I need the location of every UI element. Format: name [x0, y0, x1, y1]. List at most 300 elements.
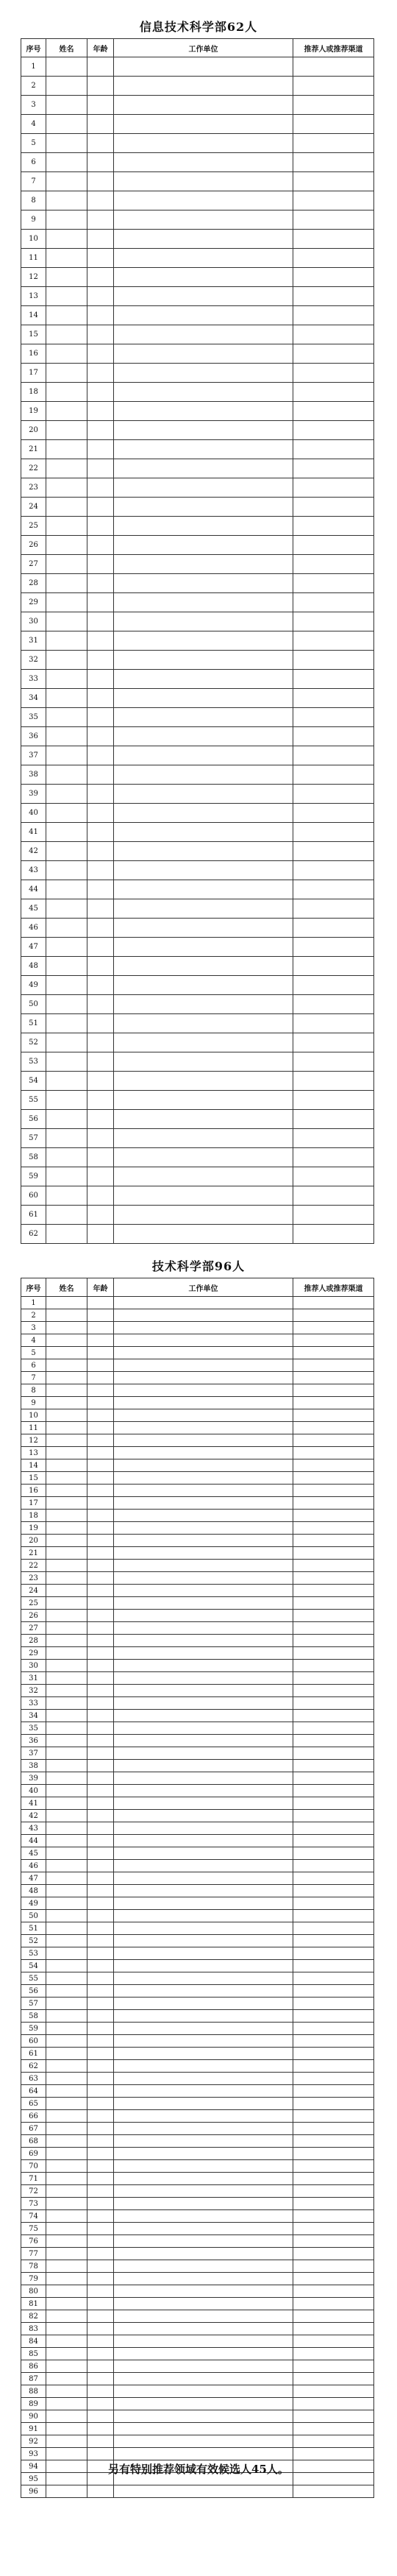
- cell-age: [87, 2435, 114, 2448]
- cell-recommender: [293, 2485, 374, 2498]
- cell-name: [46, 2073, 87, 2085]
- cell-age: [87, 727, 114, 746]
- cell-recommender: [293, 2185, 374, 2198]
- table-row: [21, 823, 374, 842]
- cell-name: [46, 96, 87, 115]
- cell-age: [87, 880, 114, 899]
- cell-unit: [114, 2285, 293, 2298]
- cell-no: 44: [21, 1835, 46, 1847]
- table-row: [21, 517, 374, 536]
- cell-age: [87, 1735, 114, 1747]
- cell-recommender: [293, 440, 374, 459]
- cell-unit: [114, 459, 293, 478]
- cell-recommender: [293, 2235, 374, 2248]
- cell-no: 38: [21, 765, 46, 785]
- cell-name: [46, 785, 87, 804]
- cell-name: [46, 1167, 87, 1186]
- cell-name: [46, 1910, 87, 1922]
- cell-no: 85: [21, 2348, 46, 2360]
- cell-age: [87, 861, 114, 880]
- cell-age: [87, 1459, 114, 1472]
- table-row: [21, 1735, 374, 1747]
- cell-unit: [114, 1747, 293, 1760]
- cell-no: 38: [21, 1760, 46, 1772]
- cell-name: [46, 191, 87, 210]
- table-row: [21, 2285, 374, 2298]
- cell-no: 57: [21, 1998, 46, 2010]
- table-row: [21, 2485, 374, 2498]
- cell-age: [87, 1129, 114, 1148]
- cell-unit: [114, 498, 293, 517]
- cell-unit: [114, 2048, 293, 2060]
- cell-no: 82: [21, 2310, 46, 2323]
- cell-unit: [114, 1322, 293, 1334]
- table-row: [21, 899, 374, 919]
- cell-recommender: [293, 1167, 374, 1186]
- cell-recommender: [293, 842, 374, 861]
- table-row: [21, 440, 374, 459]
- table-row: [21, 1885, 374, 1897]
- cell-no: 26: [21, 1610, 46, 1622]
- table-row: [21, 1447, 374, 1459]
- cell-age: [87, 1885, 114, 1897]
- cell-age: [87, 325, 114, 344]
- cell-age: [87, 2048, 114, 2060]
- table-row: [21, 1622, 374, 1635]
- table-row: [21, 364, 374, 383]
- cell-no: 18: [21, 1510, 46, 1522]
- cell-age: [87, 670, 114, 689]
- table-row: [21, 2360, 374, 2373]
- table-row: [21, 1635, 374, 1647]
- cell-name: [46, 2448, 87, 2460]
- cell-recommender: [293, 1935, 374, 1947]
- cell-no: 40: [21, 1785, 46, 1797]
- table-row: [21, 1710, 374, 1722]
- cell-name: [46, 593, 87, 612]
- cell-no: 5: [21, 1347, 46, 1359]
- cell-name: [46, 1647, 87, 1660]
- cell-no: 39: [21, 785, 46, 804]
- cell-name: [46, 1334, 87, 1347]
- cell-recommender: [293, 1772, 374, 1785]
- cell-no: 71: [21, 2173, 46, 2185]
- cell-unit: [114, 1810, 293, 1822]
- table-row: [21, 1597, 374, 1610]
- cell-recommender: [293, 1110, 374, 1129]
- cell-name: [46, 670, 87, 689]
- table-row: [21, 1810, 374, 1822]
- cell-age: [87, 1722, 114, 1735]
- cell-no: 57: [21, 1129, 46, 1148]
- cell-recommender: [293, 1384, 374, 1397]
- cell-no: 25: [21, 517, 46, 536]
- cell-recommender: [293, 459, 374, 478]
- cell-name: [46, 478, 87, 498]
- table-row: [21, 1129, 374, 1148]
- cell-age: [87, 1647, 114, 1660]
- cell-name: [46, 2285, 87, 2298]
- cell-age: [87, 1635, 114, 1647]
- cell-age: [87, 2448, 114, 2460]
- table-row: [21, 2223, 374, 2235]
- table-row: [21, 2135, 374, 2148]
- table-row: [21, 268, 374, 287]
- cell-unit: [114, 1710, 293, 1722]
- cell-age: [87, 1772, 114, 1785]
- cell-name: [46, 1535, 87, 1547]
- cell-recommender: [293, 2398, 374, 2410]
- cell-name: [46, 1447, 87, 1459]
- cell-no: 31: [21, 1672, 46, 1685]
- cell-age: [87, 1560, 114, 1572]
- cell-recommender: [293, 2123, 374, 2135]
- cell-name: [46, 2385, 87, 2398]
- cell-unit: [114, 1760, 293, 1772]
- cell-no: 51: [21, 1922, 46, 1935]
- table-row: [21, 2198, 374, 2210]
- cell-unit: [114, 1635, 293, 1647]
- table-row: [21, 1772, 374, 1785]
- cell-name: [46, 2085, 87, 2098]
- cell-age: [87, 2273, 114, 2285]
- cell-age: [87, 478, 114, 498]
- cell-age: [87, 383, 114, 402]
- table-row: [21, 1572, 374, 1585]
- cell-recommender: [293, 517, 374, 536]
- cell-name: [46, 1960, 87, 1972]
- cell-recommender: [293, 344, 374, 364]
- cell-age: [87, 919, 114, 938]
- cell-unit: [114, 1847, 293, 1860]
- cell-age: [87, 1372, 114, 1384]
- cell-recommender: [293, 172, 374, 191]
- cell-age: [87, 1091, 114, 1110]
- cell-name: [46, 1297, 87, 1309]
- cell-no: 59: [21, 2023, 46, 2035]
- cell-name: [46, 2398, 87, 2410]
- table-row: [21, 191, 374, 210]
- cell-age: [87, 1747, 114, 1760]
- cell-unit: [114, 708, 293, 727]
- table-row: [21, 2398, 374, 2410]
- cell-age: [87, 172, 114, 191]
- cell-no: 14: [21, 306, 46, 325]
- table-row: [21, 1797, 374, 1810]
- cell-unit: [114, 1897, 293, 1910]
- cell-no: 83: [21, 2323, 46, 2335]
- cell-no: 11: [21, 1422, 46, 1434]
- cell-name: [46, 1797, 87, 1810]
- cell-age: [87, 1610, 114, 1622]
- cell-name: [46, 1935, 87, 1947]
- cell-age: [87, 1685, 114, 1697]
- cell-age: [87, 459, 114, 478]
- table-row: [21, 1585, 374, 1597]
- cell-recommender: [293, 134, 374, 153]
- cell-age: [87, 1910, 114, 1922]
- table-row: [21, 1372, 374, 1384]
- cell-recommender: [293, 976, 374, 995]
- table-row: [21, 919, 374, 938]
- cell-age: [87, 287, 114, 306]
- cell-name: [46, 2198, 87, 2210]
- table-row: [21, 1297, 374, 1309]
- table-row: [21, 1347, 374, 1359]
- cell-name: [46, 172, 87, 191]
- cell-recommender: [293, 1347, 374, 1359]
- cell-no: 7: [21, 1372, 46, 1384]
- cell-recommender: [293, 1847, 374, 1860]
- cell-unit: [114, 1935, 293, 1947]
- cell-name: [46, 153, 87, 172]
- cell-age: [87, 708, 114, 727]
- cell-unit: [114, 1535, 293, 1547]
- cell-no: 8: [21, 1384, 46, 1397]
- cell-recommender: [293, 210, 374, 230]
- table-row: [21, 1422, 374, 1434]
- cell-name: [46, 555, 87, 574]
- cell-no: 1: [21, 1297, 46, 1309]
- cell-unit: [114, 191, 293, 210]
- cell-name: [46, 2248, 87, 2260]
- cell-age: [87, 1622, 114, 1635]
- cell-name: [46, 230, 87, 249]
- cell-name: [46, 383, 87, 402]
- cell-unit: [114, 2485, 293, 2498]
- cell-no: 51: [21, 1014, 46, 1033]
- cell-name: [46, 1033, 87, 1052]
- cell-recommender: [293, 1585, 374, 1597]
- cell-recommender: [293, 402, 374, 421]
- cell-age: [87, 1206, 114, 1225]
- table-row: [21, 1722, 374, 1735]
- cell-age: [87, 1710, 114, 1722]
- cell-name: [46, 2148, 87, 2160]
- cell-recommender: [293, 1635, 374, 1647]
- table-row: [21, 96, 374, 115]
- table-row: [21, 1014, 374, 1033]
- cell-no: 8: [21, 191, 46, 210]
- table-row: [21, 1697, 374, 1710]
- cell-name: [46, 306, 87, 325]
- table-row: [21, 1225, 374, 1244]
- cell-recommender: [293, 287, 374, 306]
- cell-age: [87, 153, 114, 172]
- cell-age: [87, 2035, 114, 2048]
- cell-age: [87, 1322, 114, 1334]
- cell-age: [87, 2423, 114, 2435]
- cell-name: [46, 459, 87, 478]
- table-row: [21, 478, 374, 498]
- cell-name: [46, 1422, 87, 1434]
- cell-age: [87, 421, 114, 440]
- table-row: [21, 1459, 374, 1472]
- header-name: 姓名: [46, 1278, 87, 1297]
- cell-unit: [114, 134, 293, 153]
- cell-age: [87, 1033, 114, 1052]
- cell-unit: [114, 2298, 293, 2310]
- cell-name: [46, 899, 87, 919]
- cell-name: [46, 2223, 87, 2235]
- cell-name: [46, 2360, 87, 2373]
- cell-unit: [114, 1560, 293, 1572]
- cell-name: [46, 344, 87, 364]
- cell-recommender: [293, 2285, 374, 2298]
- table-row: [21, 2073, 374, 2085]
- cell-no: 65: [21, 2098, 46, 2110]
- table-row: [21, 498, 374, 517]
- table-row: [21, 2310, 374, 2323]
- cell-no: 30: [21, 612, 46, 631]
- cell-recommender: [293, 1972, 374, 1985]
- cell-no: 87: [21, 2373, 46, 2385]
- cell-recommender: [293, 2348, 374, 2360]
- cell-name: [46, 2348, 87, 2360]
- table-row: [21, 1947, 374, 1960]
- cell-unit: [114, 1910, 293, 1922]
- cell-age: [87, 440, 114, 459]
- table-row: [21, 1660, 374, 1672]
- cell-recommender: [293, 268, 374, 287]
- cell-unit: [114, 77, 293, 96]
- cell-name: [46, 1660, 87, 1672]
- cell-unit: [114, 1397, 293, 1409]
- cell-name: [46, 1810, 87, 1822]
- cell-unit: [114, 2035, 293, 2048]
- cell-recommender: [293, 1434, 374, 1447]
- cell-no: 42: [21, 842, 46, 861]
- cell-recommender: [293, 77, 374, 96]
- cell-age: [87, 1472, 114, 1485]
- table-row: [21, 1910, 374, 1922]
- cell-name: [46, 689, 87, 708]
- cell-name: [46, 1635, 87, 1647]
- cell-age: [87, 1110, 114, 1129]
- cell-recommender: [293, 708, 374, 727]
- cell-no: 50: [21, 995, 46, 1014]
- cell-no: 17: [21, 364, 46, 383]
- cell-name: [46, 1560, 87, 1572]
- cell-no: 47: [21, 938, 46, 957]
- table-row: [21, 1091, 374, 1110]
- cell-name: [46, 2210, 87, 2223]
- cell-unit: [114, 938, 293, 957]
- cell-no: 19: [21, 402, 46, 421]
- cell-unit: [114, 2098, 293, 2110]
- table-row: [21, 1847, 374, 1860]
- table-row: [21, 1409, 374, 1422]
- cell-age: [87, 612, 114, 631]
- cell-no: 42: [21, 1810, 46, 1822]
- cell-unit: [114, 2410, 293, 2423]
- cell-unit: [114, 1622, 293, 1635]
- cell-recommender: [293, 115, 374, 134]
- cell-name: [46, 1547, 87, 1560]
- cell-unit: [114, 2235, 293, 2248]
- cell-unit: [114, 995, 293, 1014]
- table-row: [21, 1334, 374, 1347]
- cell-no: 11: [21, 249, 46, 268]
- cell-no: 27: [21, 1622, 46, 1635]
- cell-recommender: [293, 1014, 374, 1033]
- cell-age: [87, 2385, 114, 2398]
- cell-name: [46, 2373, 87, 2385]
- table-row: [21, 1547, 374, 1560]
- cell-age: [87, 230, 114, 249]
- cell-name: [46, 861, 87, 880]
- cell-age: [87, 2110, 114, 2123]
- cell-recommender: [293, 1722, 374, 1735]
- cell-age: [87, 823, 114, 842]
- cell-recommender: [293, 861, 374, 880]
- cell-recommender: [293, 823, 374, 842]
- cell-no: 56: [21, 1985, 46, 1998]
- cell-age: [87, 1597, 114, 1610]
- cell-unit: [114, 804, 293, 823]
- table-row: [21, 708, 374, 727]
- cell-no: 68: [21, 2135, 46, 2148]
- header-unit: 工作单位: [114, 1278, 293, 1297]
- cell-recommender: [293, 938, 374, 957]
- header-unit: 工作单位: [114, 39, 293, 57]
- cell-recommender: [293, 2435, 374, 2448]
- cell-name: [46, 1522, 87, 1535]
- cell-name: [46, 1052, 87, 1072]
- cell-unit: [114, 861, 293, 880]
- table-row: [21, 1897, 374, 1910]
- cell-name: [46, 631, 87, 651]
- cell-no: 94: [21, 2460, 46, 2473]
- cell-name: [46, 1785, 87, 1797]
- cell-age: [87, 1672, 114, 1685]
- cell-recommender: [293, 1622, 374, 1635]
- cell-age: [87, 2060, 114, 2073]
- cell-age: [87, 1585, 114, 1597]
- cell-age: [87, 1935, 114, 1947]
- cell-name: [46, 115, 87, 134]
- table-row: [21, 2085, 374, 2098]
- cell-unit: [114, 2385, 293, 2398]
- cell-name: [46, 2010, 87, 2023]
- cell-name: [46, 2035, 87, 2048]
- cell-name: [46, 2048, 87, 2060]
- cell-age: [87, 1835, 114, 1847]
- cell-age: [87, 1334, 114, 1347]
- cell-no: 66: [21, 2110, 46, 2123]
- table-row: [21, 459, 374, 478]
- cell-recommender: [293, 1910, 374, 1922]
- cell-unit: [114, 1148, 293, 1167]
- cell-unit: [114, 210, 293, 230]
- cell-age: [87, 2198, 114, 2210]
- cell-unit: [114, 2373, 293, 2385]
- cell-unit: [114, 325, 293, 344]
- cell-recommender: [293, 364, 374, 383]
- table-row: [21, 1110, 374, 1129]
- cell-name: [46, 2298, 87, 2310]
- table-row: [21, 2173, 374, 2185]
- cell-recommender: [293, 2385, 374, 2398]
- cell-no: 59: [21, 1167, 46, 1186]
- table-row: [21, 325, 374, 344]
- cell-unit: [114, 383, 293, 402]
- cell-recommender: [293, 2210, 374, 2223]
- cell-recommender: [293, 899, 374, 919]
- cell-no: 3: [21, 1322, 46, 1334]
- cell-unit: [114, 976, 293, 995]
- cell-unit: [114, 1497, 293, 1510]
